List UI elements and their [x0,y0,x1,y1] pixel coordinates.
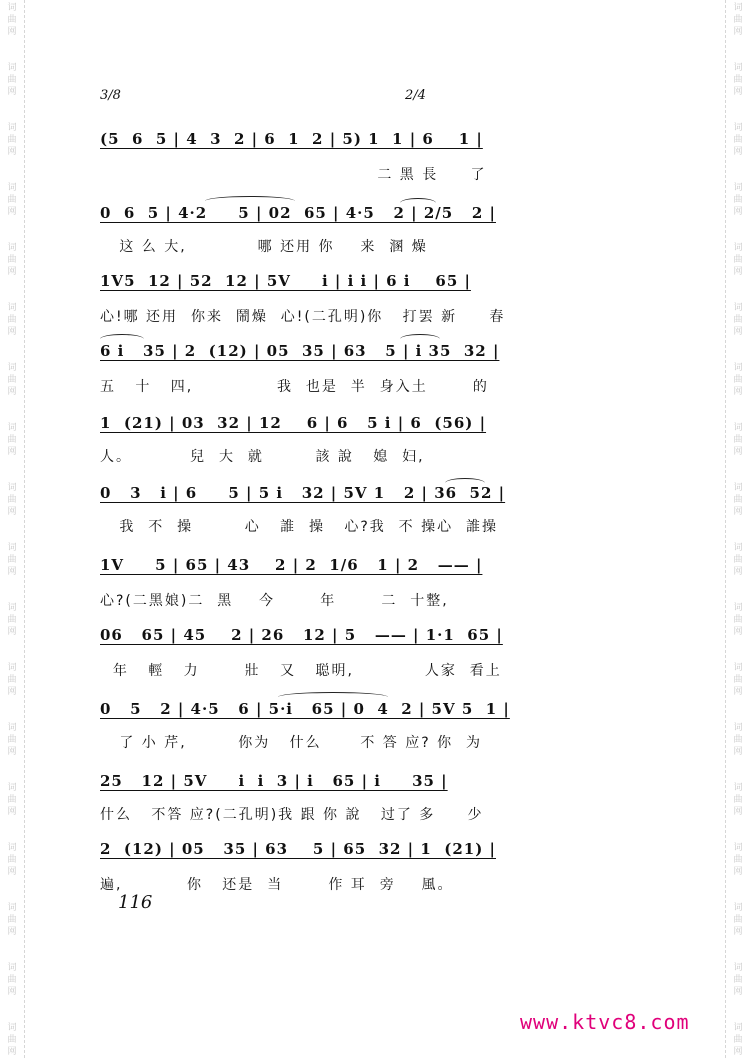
slur-mark [445,478,485,488]
margin-watermark-stamp: 词曲网 [7,423,17,457]
lyrics-line-1: 二 黑 長 了 [100,167,487,183]
margin-watermark-stamp: 词曲网 [7,543,17,577]
time-signature-3-8: 3/8 [100,88,121,103]
margin-watermark-stamp: 词曲网 [733,1023,743,1057]
margin-watermark-stamp: 词曲网 [7,363,17,397]
margin-watermark-stamp: 词曲网 [7,723,17,757]
notes-line-8: 06 65 | 45 2 | 26 12 | 5 —— | 1·1 65 | [100,626,503,644]
notes-line-9: 0 5 2 | 4·5 6 | 5·i 65 | 0 4 2 | 5V 5 1 | [100,700,510,718]
margin-watermark-stamp: 词曲网 [733,843,743,877]
margin-watermark-stamp: 词曲网 [733,483,743,517]
notes-line-10: 25 12 | 5V i i 3 | i 65 | i 35 | [100,772,448,790]
slur-mark [100,334,144,344]
lyrics-line-11: 遍, 你 还是 当 作 耳 旁 風。 [100,877,454,893]
notes-line-4: 6 i 35 | 2 (12) | 05 35 | 63 5 | i 35 32 | [100,342,500,360]
notes-line-6: 0 3 i | 6 5 | 5 i 32 | 5V 1 2 | 36 52 | [100,484,506,502]
slur-mark [400,198,436,208]
lyrics-line-2: 这 么 大, 哪 还用 你 来 溷 燥 [100,239,428,255]
margin-watermark-stamp: 词曲网 [7,123,17,157]
margin-watermark-stamp: 词曲网 [733,963,743,997]
margin-watermark-stamp: 词曲网 [733,603,743,637]
lyrics-line-3: 心!哪 还用 你来 鬧燥 心!(二孔明)你 打罢 新 春 [100,309,506,325]
margin-watermark-stamp: 词曲网 [7,903,17,937]
margin-watermark-stamp: 词曲网 [7,3,17,37]
notes-line-7: 1V 5 | 65 | 43 2 | 2 1/6 1 | 2 —— | [100,556,483,574]
notes-line-5: 1 (21) | 03 32 | 12 6 | 6 5 i | 6 (56) | [100,414,487,432]
margin-watermark-stamp: 词曲网 [7,483,17,517]
margin-watermark-stamp: 词曲网 [733,63,743,97]
site-watermark: www.ktvc8.com [520,1010,690,1034]
margin-watermark-stamp: 词曲网 [7,783,17,817]
lyrics-line-7: 心?(二黑娘)二 黑 今 年 二 十整, [100,593,449,609]
margin-watermark-stamp: 词曲网 [7,243,17,277]
margin-watermark-stamp: 词曲网 [733,183,743,217]
slur-mark [400,334,440,344]
lyrics-line-4: 五 十 四, 我 也是 半 身入土 的 [100,379,489,395]
lyrics-line-10: 什么 不答 应?(二孔明)我 跟 你 說 过了 多 少 [100,807,484,823]
margin-watermark-stamp: 词曲网 [7,603,17,637]
margin-watermark-stamp: 词曲网 [733,663,743,697]
left-margin-watermark-strip [0,0,25,1058]
right-margin-watermark-strip [725,0,750,1058]
lyrics-line-5: 人。 兒 大 就 該 說 媳 妇, [100,449,425,465]
slur-mark [205,196,295,206]
notes-line-2: 0 6 5 | 4·2 5 | 02 65 | 4·5 2 | 2/5 2 | [100,204,496,222]
margin-watermark-stamp: 词曲网 [733,423,743,457]
lyrics-line-9: 了 小 芹, 你为 什么 不 答 应? 你 为 [100,735,483,751]
margin-watermark-stamp: 词曲网 [733,723,743,757]
lyrics-line-6: 我 不 操 心 誰 操 心?我 不 操心 誰操 [100,519,499,535]
margin-watermark-stamp: 词曲网 [7,663,17,697]
margin-watermark-stamp: 词曲网 [733,903,743,937]
margin-watermark-stamp: 词曲网 [7,963,17,997]
margin-watermark-stamp: 词曲网 [7,183,17,217]
lyrics-line-8: 年 輕 力 壯 又 聪明, 人家 看上 [100,663,502,679]
page-number: 116 [118,892,153,913]
margin-watermark-stamp: 词曲网 [733,543,743,577]
slur-mark [278,692,388,702]
margin-watermark-stamp: 词曲网 [7,1023,17,1057]
margin-watermark-stamp: 词曲网 [7,843,17,877]
margin-watermark-stamp: 词曲网 [7,303,17,337]
margin-watermark-stamp: 词曲网 [733,783,743,817]
margin-watermark-stamp: 词曲网 [733,303,743,337]
margin-watermark-stamp: 词曲网 [733,123,743,157]
notes-line-11: 2 (12) | 05 35 | 63 5 | 65 32 | 1 (21) | [100,840,496,858]
time-signature-2-4: 2/4 [405,88,426,103]
notes-line-3: 1V5 12 | 52 12 | 5V i | i i | 6 i 65 | [100,272,471,290]
margin-watermark-stamp: 词曲网 [7,63,17,97]
margin-watermark-stamp: 词曲网 [733,363,743,397]
notes-line-1: (5 6 5 | 4 3 2 | 6 1 2 | 5) 1 1 | 6 1 | [100,130,483,148]
margin-watermark-stamp: 词曲网 [733,3,743,37]
margin-watermark-stamp: 词曲网 [733,243,743,277]
